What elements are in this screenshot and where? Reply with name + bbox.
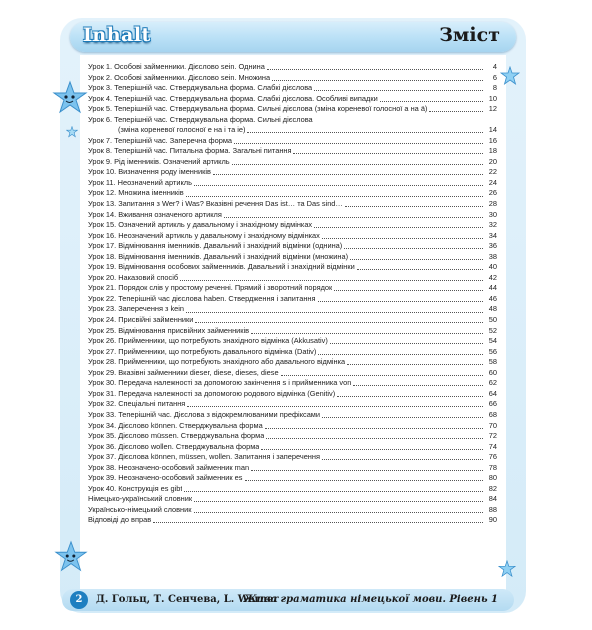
toc-entry-title: Урок 8. Теперішній час. Питальна форма. Загальні питання <box>88 146 292 156</box>
toc-entry <box>88 146 497 157</box>
leader-dots <box>337 395 483 397</box>
toc-entry <box>88 199 497 210</box>
toc-entry-page: 48 <box>488 304 497 314</box>
leader-dots <box>261 448 483 450</box>
toc-entry <box>88 115 497 136</box>
toc-entry-page: 36 <box>488 241 497 251</box>
toc-entry-page: 18 <box>488 146 497 156</box>
toc-entry-page: 26 <box>488 188 497 198</box>
toc-entry-page: 12 <box>488 104 497 114</box>
leader-dots <box>251 469 483 471</box>
toc-entry-page: 84 <box>488 494 497 504</box>
toc-entry <box>88 315 497 326</box>
leader-dots <box>224 216 483 218</box>
toc-entry-page: 38 <box>488 251 497 261</box>
header-title-ukrainian: Зміст <box>439 24 500 46</box>
toc-entry-page: 4 <box>492 62 497 71</box>
toc-entry-title: Урок 7. Теперішній час. Заперечна форма <box>88 135 233 145</box>
toc-entry-page: 78 <box>488 462 497 472</box>
leader-dots <box>195 321 483 323</box>
footer-authors: Д. Гольц, Т. Сенчева, L. Werner <box>96 594 279 605</box>
toc-entry-page: 88 <box>488 504 497 514</box>
toc-entry-page: 44 <box>488 283 497 293</box>
toc-entry <box>88 442 497 453</box>
toc-entry <box>88 220 497 231</box>
toc-entry <box>88 157 497 168</box>
toc-entry-page: 34 <box>488 230 497 240</box>
leader-dots <box>322 458 483 460</box>
toc-entry-title: Урок 28. Прийменники, що потребують знахідного або давального відмінка <box>88 357 346 367</box>
toc-entry-page: 76 <box>488 452 497 462</box>
leader-dots <box>266 437 483 439</box>
toc-entry-title: Урок 32. Спеціальні питання <box>88 399 186 409</box>
toc-entry-page: 28 <box>488 199 497 209</box>
toc-entry-page: 32 <box>488 220 497 230</box>
leader-dots <box>334 289 483 291</box>
toc-entry-title: Урок 36. Дієслово wollen. Стверджувальна форма <box>88 441 260 451</box>
toc-entry <box>88 294 497 305</box>
toc-entry <box>88 410 497 421</box>
toc-entry-title: Урок 9. Рід іменників. Означений артикль <box>88 156 230 166</box>
leader-dots <box>318 353 483 355</box>
toc-entry-page: 58 <box>488 357 497 367</box>
leader-dots <box>180 279 483 281</box>
toc-entry-title: Урок 1. Особові займенники. Дієслово sein. Однина <box>88 62 265 71</box>
toc-entry-page: 52 <box>488 325 497 335</box>
toc-entry-title: Урок 35. Дієслово müssen. Стверджувальна форма <box>88 431 265 441</box>
toc-entry-title: Урок 37. Дієслова können, müssen, wollen. Запитання і заперечення <box>88 452 320 462</box>
toc-entry-page: 74 <box>488 441 497 451</box>
toc-entry <box>88 431 497 442</box>
toc-entry-page: 62 <box>488 378 497 388</box>
toc-entry-title: Урок 12. Множина іменників <box>88 188 184 198</box>
toc-entry-title: Урок 10. Визначення роду іменників <box>88 167 211 177</box>
table-of-contents <box>88 62 497 526</box>
leader-dots <box>186 195 483 197</box>
star-tiny-icon <box>66 126 78 138</box>
toc-entry-page: 82 <box>488 483 497 493</box>
toc-entry-page: 72 <box>488 431 497 441</box>
toc-entry <box>88 421 497 432</box>
toc-entry <box>88 136 497 147</box>
toc-entry-title: Урок 24. Присвійні займенники <box>88 315 194 325</box>
toc-entry-title: Відповіді до вправ <box>88 515 152 525</box>
toc-entry-title: Урок 4. Теперішній час. Стверджувальна форма. Слабкі дієслова. Особливі випадки <box>88 93 378 103</box>
toc-entry-title: Урок 3. Теперішній час. Стверджувальна форма. Слабкі дієслова <box>88 83 313 93</box>
leader-dots <box>330 342 483 344</box>
leader-dots <box>357 268 483 270</box>
toc-entry <box>88 252 497 263</box>
toc-entry <box>88 452 497 463</box>
toc-entry-title: Українсько-німецький словник <box>88 504 192 514</box>
toc-entry <box>88 347 497 358</box>
toc-entry <box>88 399 497 410</box>
toc-entry-title: Урок 27. Прийменники, що потребують давального відмінка (Dativ) <box>88 346 317 356</box>
toc-entry-title: Урок 15. Означений артикль у давальному і знахідному відмінках <box>88 220 313 230</box>
leader-dots <box>245 479 484 481</box>
leader-dots <box>251 332 483 334</box>
star-bottom-right-icon <box>498 560 516 578</box>
toc-entry-title: Урок 6. Теперішній час. Стверджувальна форма. Сильні дієслова <box>88 114 313 124</box>
leader-dots <box>322 237 483 239</box>
toc-entry <box>88 389 497 400</box>
toc-entry-page: 80 <box>488 473 497 483</box>
toc-entry <box>88 241 497 252</box>
toc-entry-title: Урок 26. Прийменники, що потребують знахідного відмінка (Akkusativ) <box>88 336 328 346</box>
toc-entry-title: Урок 33. Теперішній час. Дієслова з відокремлюваними префіксами <box>88 409 321 419</box>
leader-dots <box>353 384 483 386</box>
leader-dots <box>194 511 484 513</box>
toc-entry <box>88 283 497 294</box>
toc-entry <box>88 210 497 221</box>
star-mascot-bottom-icon <box>54 540 88 574</box>
toc-entry <box>88 515 497 526</box>
toc-entry-page: 66 <box>488 399 497 409</box>
leader-dots <box>186 311 483 313</box>
toc-entry <box>88 494 497 505</box>
leader-dots <box>267 68 483 70</box>
toc-entry-title: Урок 13. Запитання з Wer? і Was? Вказівні речення Das ist… та Das sind… <box>88 199 343 209</box>
star-mascot-icon <box>52 80 88 116</box>
toc-entry-title: Урок 29. Вказівні займенники dieser, diese, dieses, diese <box>88 367 279 377</box>
leader-dots <box>318 300 483 302</box>
toc-entry <box>88 262 497 273</box>
toc-entry-title: Урок 19. Відмінювання особових займенників. Давальний і знахідний відмінки <box>88 262 355 272</box>
toc-entry-page: 70 <box>488 420 497 430</box>
header-title-german: Inhalt <box>83 24 151 46</box>
toc-entry-page: 8 <box>492 83 497 93</box>
star-small-icon <box>500 66 520 86</box>
leader-dots <box>281 374 483 376</box>
toc-entry-page: 14 <box>488 125 497 135</box>
leader-dots <box>347 363 483 365</box>
toc-entry <box>88 273 497 284</box>
toc-entry <box>88 94 497 105</box>
leader-dots <box>213 173 483 175</box>
leader-dots <box>429 110 483 112</box>
toc-entry-title: Урок 30. Передача належності за допомогою закінчення s і прийменника von <box>88 378 352 388</box>
toc-entry-title: Німецько-український словник <box>88 494 193 504</box>
toc-entry <box>88 73 497 84</box>
toc-entry <box>88 473 497 484</box>
toc-entry-title: Урок 25. Відмінювання присвійних займенників <box>88 325 250 335</box>
toc-entry-title-continued: (зміна кореневої голосної e на i та ie) <box>118 125 246 135</box>
toc-entry-page: 42 <box>488 272 497 282</box>
footer-book-title: Жива граматика німецької мови. Рівень 1 <box>243 594 498 605</box>
toc-entry-page: 22 <box>488 167 497 177</box>
toc-entry-page: 56 <box>488 346 497 356</box>
leader-dots <box>194 184 483 186</box>
toc-entry <box>88 463 497 474</box>
toc-entry-title: Урок 21. Порядок слів у простому реченні. Прямий і зворотний порядок <box>88 283 333 293</box>
toc-entry-title: Урок 40. Конструкція es gibt <box>88 483 183 493</box>
leader-dots <box>194 500 483 502</box>
leader-dots <box>314 226 483 228</box>
toc-entry-page: 46 <box>488 293 497 303</box>
toc-entry <box>88 336 497 347</box>
leader-dots <box>234 142 483 144</box>
toc-entry <box>88 326 497 337</box>
toc-entry <box>88 231 497 242</box>
toc-entry-page: 90 <box>488 515 497 525</box>
toc-entry-title: Урок 5. Теперішній час. Стверджувальна форма. Сильні дієслова (зміна кореневої голосної a на ä) <box>88 104 428 114</box>
toc-entry-page: 68 <box>488 409 497 419</box>
toc-entry-page: 6 <box>492 72 497 82</box>
toc-entry-title: Урок 31. Передача належності за допомогою родового відмінка (Genitiv) <box>88 388 336 398</box>
toc-entry <box>88 357 497 368</box>
leader-dots <box>350 258 483 260</box>
toc-entry <box>88 178 497 189</box>
toc-entry-title: Урок 39. Неозначено-особовий займенник es <box>88 473 243 483</box>
leader-dots <box>322 416 483 418</box>
leader-dots <box>265 427 483 429</box>
toc-entry-page: 60 <box>488 367 497 377</box>
toc-entry <box>88 378 497 389</box>
leader-dots <box>153 521 483 523</box>
page-number: 2 <box>70 591 88 609</box>
toc-entry-title: Урок 23. Заперечення з kein <box>88 304 185 314</box>
toc-entry-title: Урок 34. Дієслово können. Стверджувальна форма <box>88 420 263 430</box>
toc-entry <box>88 83 497 94</box>
toc-entry-title: Урок 22. Теперішній час дієслова haben. Ствердження і запитання <box>88 293 316 303</box>
leader-dots <box>345 205 483 207</box>
toc-entry <box>88 368 497 379</box>
toc-entry-title: Урок 38. Неозначено-особовий займенник man <box>88 462 250 472</box>
leader-dots <box>344 247 483 249</box>
toc-entry-page: 64 <box>488 388 497 398</box>
leader-dots <box>272 79 483 81</box>
toc-entry-title: Урок 17. Відмінювання іменників. Давальний і знахідний відмінки (однина) <box>88 241 343 251</box>
toc-entry-title: Урок 11. Неозначений артикль <box>88 177 192 187</box>
toc-entry <box>88 484 497 495</box>
toc-entry-title: Урок 2. Особові займенники. Дієслово sein. Множина <box>88 72 271 82</box>
toc-entry-page: 24 <box>488 177 497 187</box>
toc-entry-page: 30 <box>488 209 497 219</box>
toc-entry-title: Урок 20. Наказовий спосіб <box>88 272 179 282</box>
leader-dots <box>184 490 483 492</box>
toc-entry-title: Урок 14. Вживання означеного артикля <box>88 209 222 219</box>
leader-dots <box>247 131 483 133</box>
toc-entry-page: 50 <box>488 315 497 325</box>
toc-entry-page: 54 <box>488 336 497 346</box>
leader-dots <box>380 100 483 102</box>
leader-dots <box>293 152 483 154</box>
toc-entry-page: 16 <box>488 135 497 145</box>
toc-entry <box>88 62 497 73</box>
toc-entry <box>88 505 497 516</box>
toc-entry <box>88 167 497 178</box>
toc-entry-page: 10 <box>488 93 497 103</box>
toc-entry-title: Урок 18. Відмінювання іменників. Давальний і знахідний відмінки (множина) <box>88 251 349 261</box>
toc-entry <box>88 104 497 115</box>
leader-dots <box>187 405 483 407</box>
leader-dots <box>232 163 483 165</box>
toc-entry-page: 20 <box>488 156 497 166</box>
toc-entry <box>88 188 497 199</box>
toc-entry-page: 40 <box>488 262 497 272</box>
leader-dots <box>314 89 483 91</box>
toc-entry-title: Урок 16. Неозначений артикль у давальному і знахідному відмінках <box>88 230 320 240</box>
toc-entry <box>88 304 497 315</box>
